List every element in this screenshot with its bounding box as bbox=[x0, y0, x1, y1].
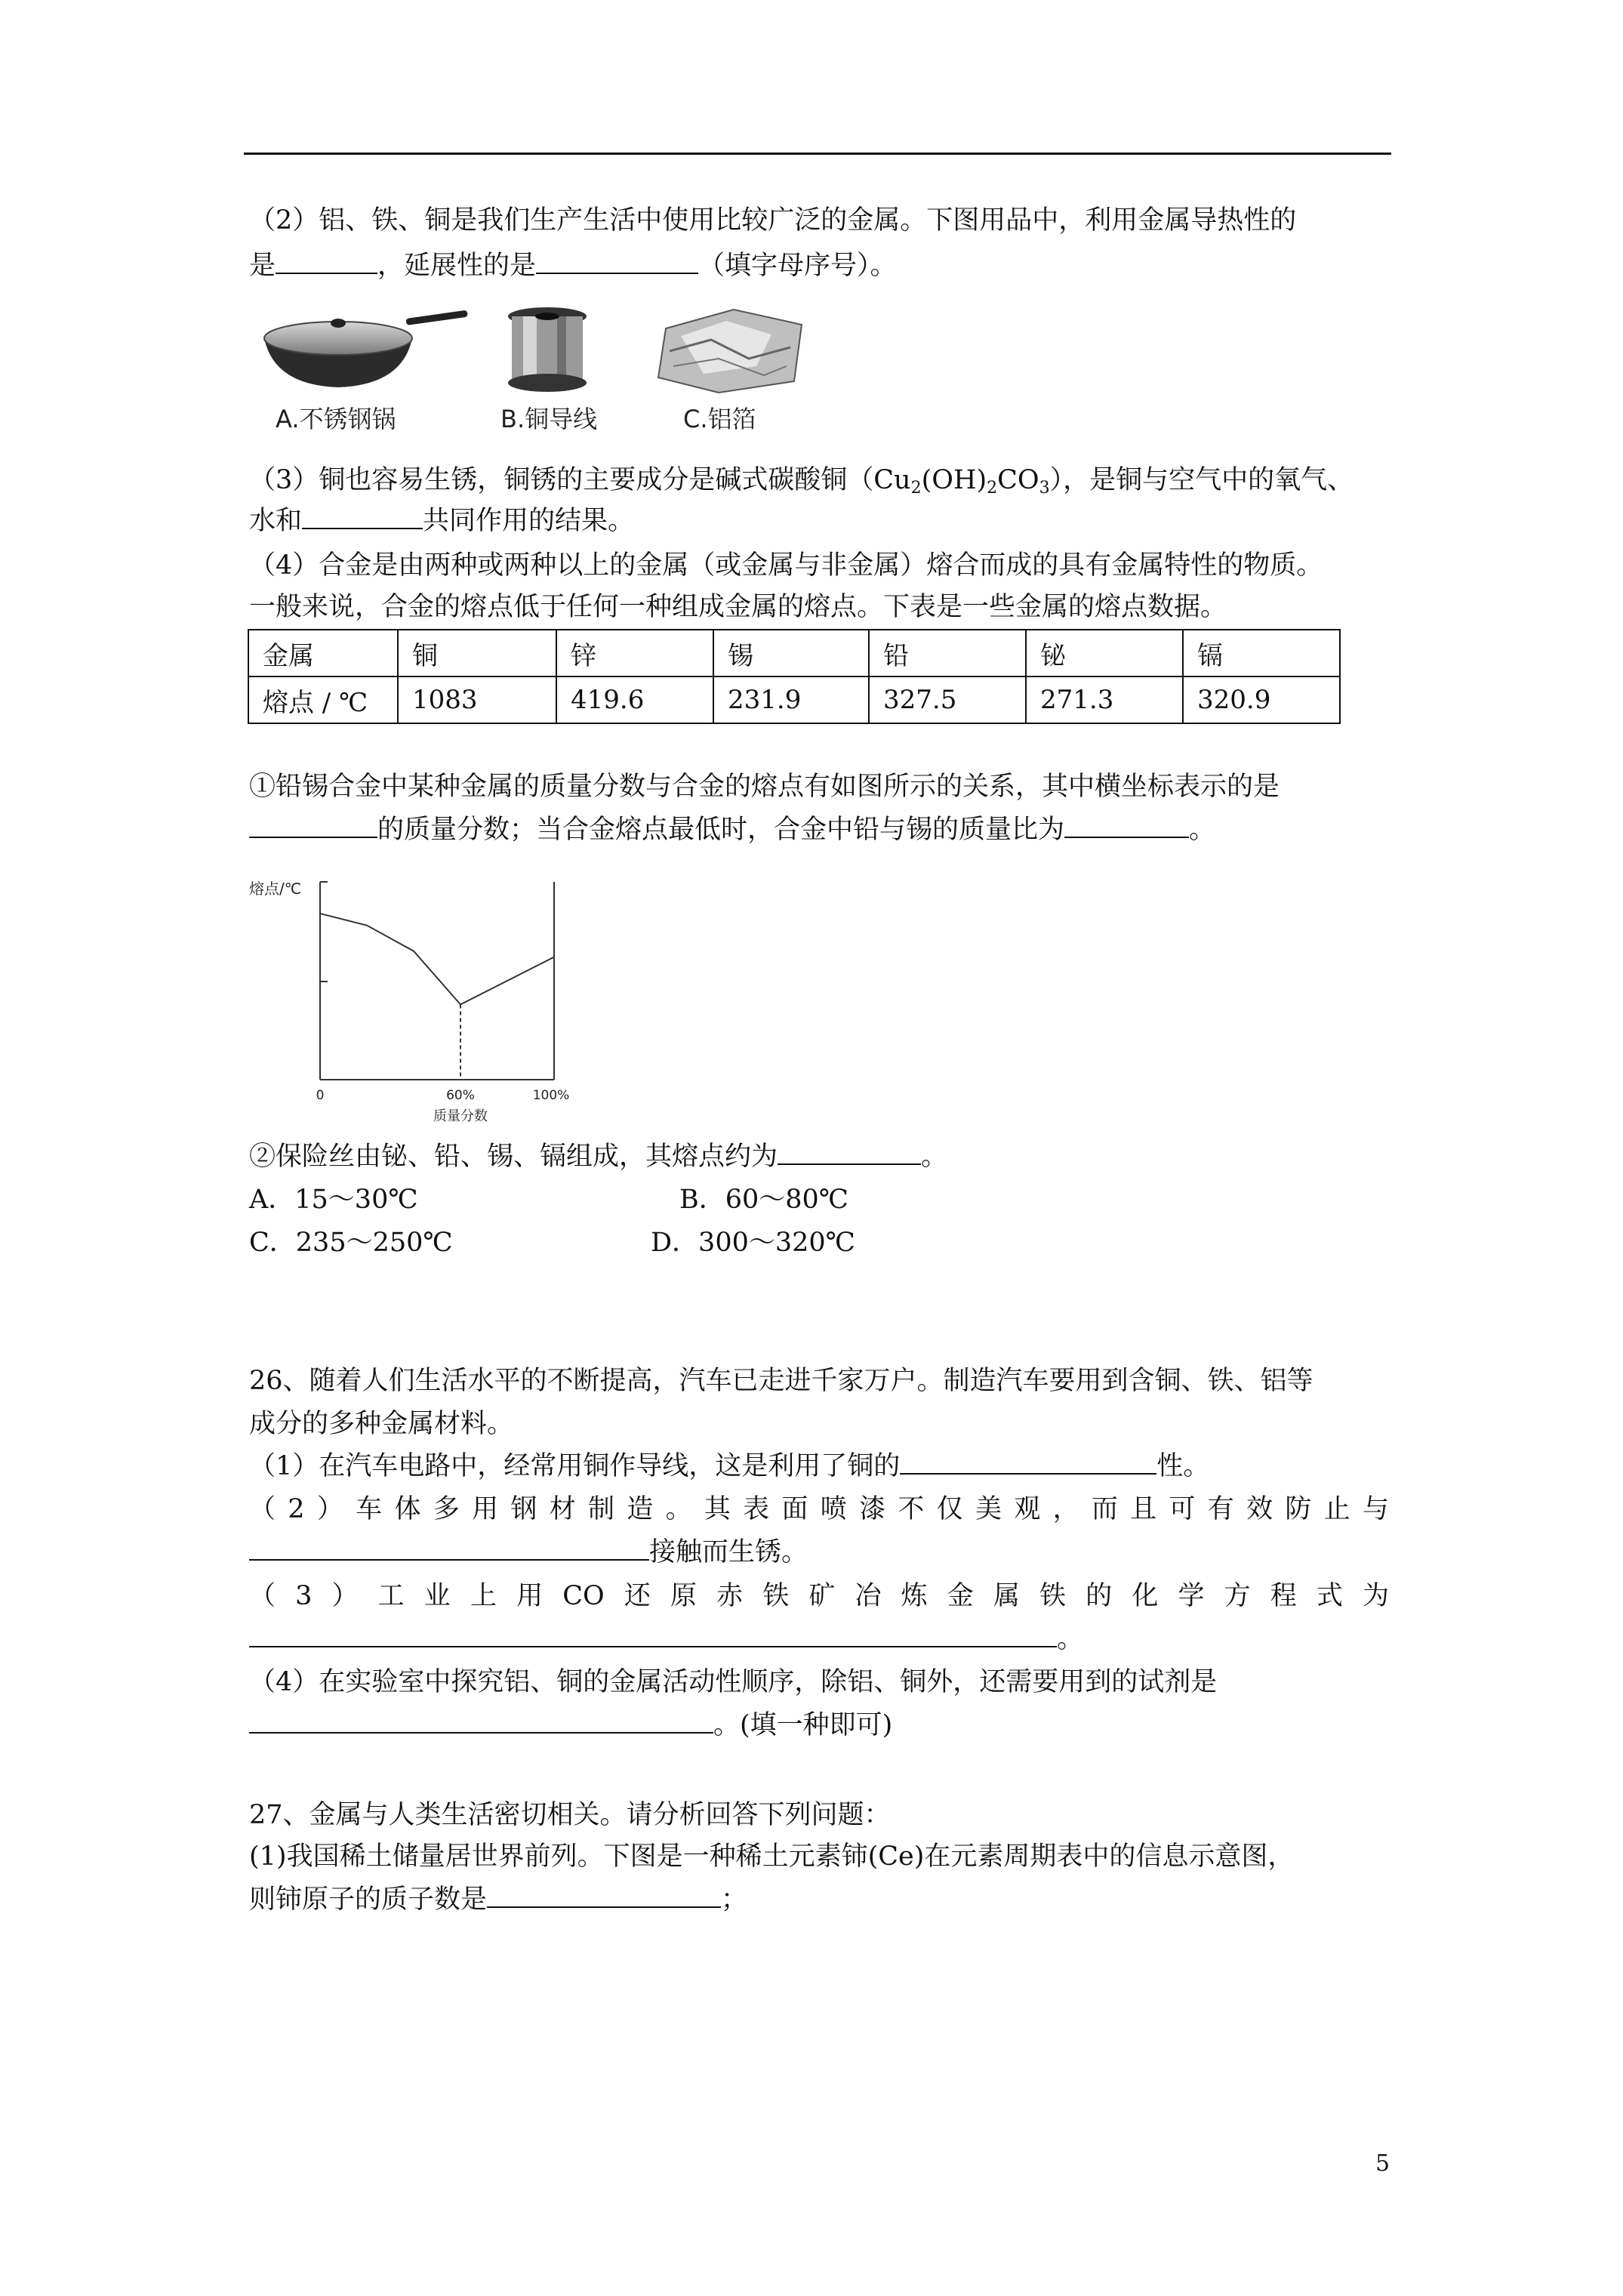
q25-p3-line2: 水和 共同作用的结果。 bbox=[249, 506, 635, 536]
answer-blank-rust-cause[interactable] bbox=[249, 1536, 649, 1561]
q26-p2-line1: （2）车体多用钢材制造。其表面喷漆不仅美观，而且可有效防止与 bbox=[249, 1494, 1389, 1524]
table-cell: 1083 bbox=[398, 676, 556, 723]
wok-pan-icon bbox=[255, 300, 470, 395]
table-header-row bbox=[248, 630, 1340, 676]
chart-ylabel: 熔点/℃ bbox=[249, 880, 302, 898]
q26-p3-line1: （3）工业上用CO还原赤铁矿冶炼金属铁的化学方程式为 bbox=[249, 1581, 1389, 1611]
table-cell: 铜 bbox=[398, 630, 556, 676]
wire-spool-icon bbox=[504, 306, 591, 396]
q25-s2: ②保险丝由铋、铅、锡、镉组成，其熔点约为 。 bbox=[249, 1142, 948, 1172]
table-cell: 熔点 / ℃ bbox=[248, 676, 398, 723]
chart-xlabel: 质量分数 bbox=[433, 1108, 488, 1124]
answer-blank-proton-number[interactable] bbox=[487, 1884, 721, 1908]
table-cell: 铋 bbox=[1026, 630, 1183, 676]
q26-line1: 26、随着人们生活水平的不断提高，汽车已走进千家万户。制造汽车要用到含铜、铁、铝等 bbox=[249, 1366, 1313, 1396]
q25-p2-line1: （2）铝、铁、铜是我们生产生活中使用比较广泛的金属。下图用品中，利用金属导热性的 bbox=[249, 205, 1297, 236]
table-cell: 320.9 bbox=[1183, 676, 1340, 723]
q27-line1: 27、金属与人类生活密切相关。请分析回答下列问题： bbox=[249, 1800, 891, 1830]
answer-blank-reagent[interactable] bbox=[249, 1709, 713, 1734]
option-c[interactable]: C．235～250℃ bbox=[249, 1228, 453, 1258]
answer-blank-rust[interactable] bbox=[302, 505, 423, 529]
answer-blank-conductivity[interactable] bbox=[276, 250, 377, 274]
image-label-b: B.铜导线 bbox=[500, 405, 598, 433]
melting-point-table bbox=[248, 629, 1341, 724]
image-label-a: A.不锈钢锅 bbox=[276, 405, 396, 433]
answer-blank-fuse-melting[interactable] bbox=[778, 1141, 921, 1165]
table-cell: 271.3 bbox=[1026, 676, 1183, 723]
table-cell: 327.5 bbox=[869, 676, 1026, 723]
q25-p2-line2: 是 ，延展性的是 （填字母序号）。 bbox=[249, 251, 897, 281]
q26-p4-line2: 。(填一种即可) bbox=[249, 1707, 892, 1743]
q25-s1-line1: ①铅锡合金中某种金属的质量分数与合金的熔点有如图所示的关系，其中横坐标表示的是 bbox=[249, 772, 1280, 802]
table-cell: 锌 bbox=[556, 630, 713, 676]
answer-blank-equation[interactable] bbox=[249, 1623, 1057, 1647]
q25-p4-line2: 一般来说，合金的熔点低于任何一种组成金属的熔点。下表是一些金属的熔点数据。 bbox=[249, 592, 1227, 622]
table-cell: 231.9 bbox=[713, 676, 869, 723]
option-d[interactable]: D．300～320℃ bbox=[651, 1228, 855, 1258]
answer-blank-ductility[interactable] bbox=[536, 250, 698, 274]
chart-xtick-label: 60% bbox=[446, 1088, 475, 1103]
page-number: 5 bbox=[1375, 2150, 1390, 2177]
aluminum-foil-icon bbox=[651, 306, 809, 395]
chart-xtick-label: 0 bbox=[316, 1088, 325, 1103]
image-label-c: C.铝箔 bbox=[683, 405, 756, 433]
option-b[interactable]: B．60～80℃ bbox=[679, 1185, 848, 1215]
table-cell: 铅 bbox=[869, 630, 1026, 676]
q26-p1: （1）在汽车电路中，经常用铜作导线，这是利用了铜的 性。 bbox=[249, 1451, 1210, 1481]
answer-blank-copper-property[interactable] bbox=[900, 1450, 1156, 1475]
melting-point-chart bbox=[248, 868, 572, 1140]
q25-s1-line2: 的质量分数；当合金熔点最低时，合金中铅与锡的质量比为 。 bbox=[249, 812, 1215, 848]
table-cell: 锡 bbox=[713, 630, 869, 676]
q26-p2-line2: 接触而生锈。 bbox=[249, 1534, 808, 1570]
table-cell: 镉 bbox=[1183, 630, 1340, 676]
q26-p3-line2: 。 bbox=[249, 1621, 1083, 1657]
answer-blank-xaxis-metal[interactable] bbox=[249, 814, 377, 838]
table-row bbox=[248, 676, 1340, 723]
table-cell: 金属 bbox=[248, 630, 398, 676]
chart-xtick-label: 100% bbox=[532, 1088, 570, 1103]
q25-p3-line1: （3）铜也容易生锈，铜锈的主要成分是碱式碳酸铜$(Cu_2(OH)_2CO_3)$，是铜与空气中的氧气、 bbox=[249, 465, 1354, 498]
q26-p4-line1: （4）在实验室中探究铝、铜的金属活动性顺序，除铝、铜外，还需要用到的试剂是 bbox=[249, 1667, 1218, 1697]
q25-p4-line1: （4）合金是由两种或两种以上的金属（或金属与非金属）熔合而成的具有金属特性的物质。 bbox=[249, 550, 1323, 581]
chart-series-line bbox=[320, 914, 554, 1005]
answer-blank-mass-ratio[interactable] bbox=[1064, 814, 1189, 838]
option-a[interactable]: A．15～30℃ bbox=[249, 1185, 418, 1215]
q27-line3: 则铈原子的质子数是 ； bbox=[249, 1885, 748, 1915]
header-rule bbox=[244, 153, 1391, 155]
q27-line2: (1)我国稀土储量居世界前列。下图是一种稀土元素铈(Ce)在元素周期表中的信息示意图， bbox=[249, 1841, 1295, 1872]
table-cell: 419.6 bbox=[556, 676, 713, 723]
q26-line2: 成分的多种金属材料。 bbox=[249, 1409, 514, 1439]
